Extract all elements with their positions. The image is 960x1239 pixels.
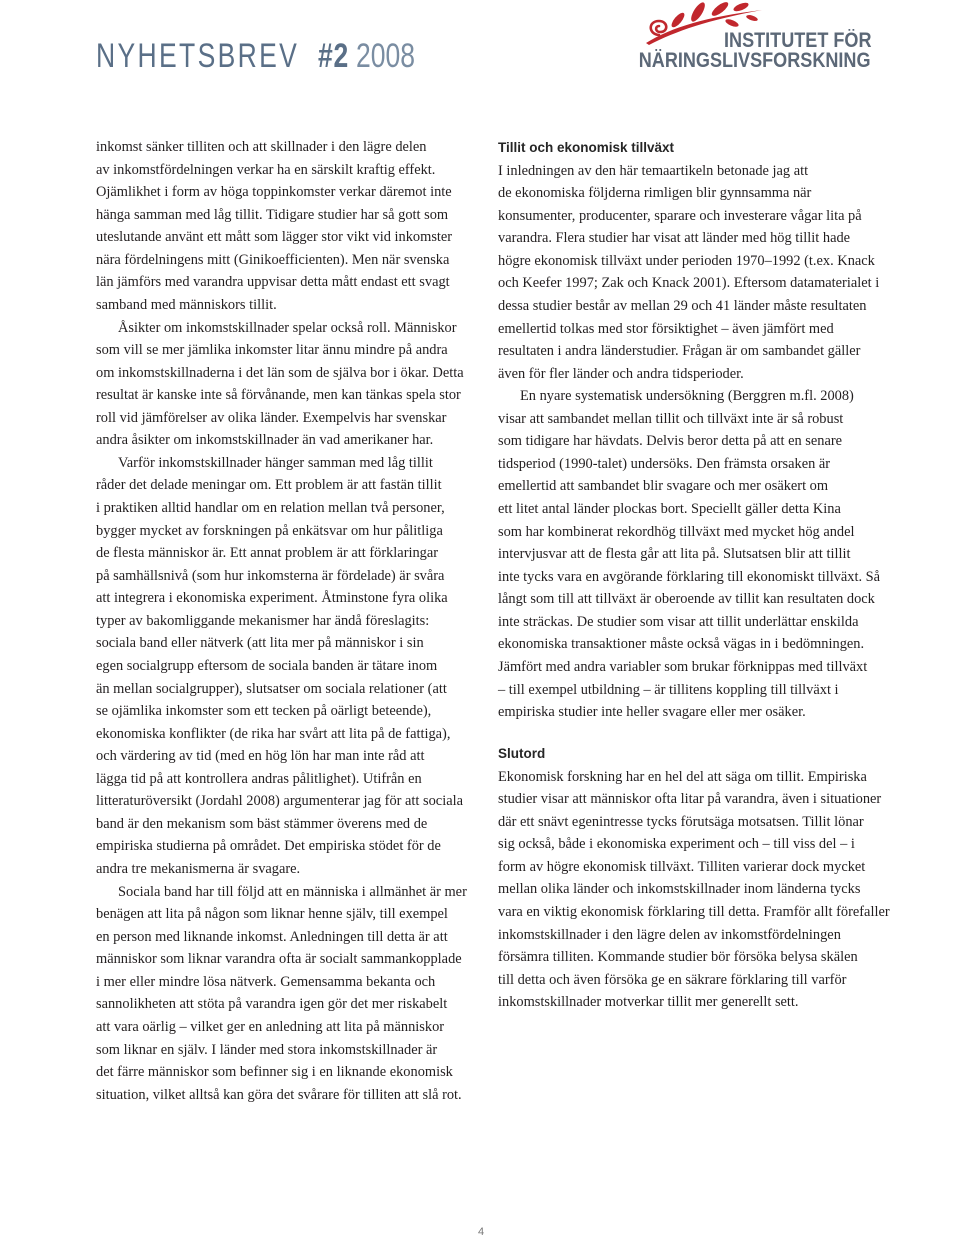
text-line: sig också, både i ekonomiska experiment och – till viss del – i — [498, 836, 855, 853]
text-line: människor som liknar varandra ofta är socialt sammankopplade — [96, 951, 462, 968]
text-line: dessa studier består av mellan 29 och 41 länder måste resultaten — [498, 297, 867, 314]
text-line: resultaten i andra länderstudier. Frågan är om sambandet gäller — [498, 343, 861, 360]
text-line: lägga tid på att kontrollera andras pålitlighet). Utifrån en — [96, 770, 422, 787]
text-line: visar att sambandet mellan tillit och tillväxt inte är så robust — [498, 410, 844, 427]
paragraph — [96, 452, 467, 881]
paragraph — [96, 881, 467, 1107]
text-line: typer av bakomliggande mekanismer har ändå föreslagits: — [96, 612, 430, 629]
text-line: varandra. Flera studier har visat att länder med hög tillit hade — [498, 230, 851, 247]
text-line: Jämfört med andra variabler som brukar förknippas med tillväxt — [498, 658, 868, 675]
text-line: En nyare systematisk undersökning (Berggren m.fl. 2008) — [520, 388, 854, 405]
text-line: emellertid att sambandet blir svagare och mer osäkert om — [498, 478, 829, 495]
text-line: tidsperiod (1990-talet) undersöks. Den främsta orsaken är — [498, 455, 831, 472]
text-line: sannolikheten att stöta på varandra igen gör det mer riskabelt — [96, 996, 448, 1013]
logo-text-line-1: INSTITUTET FÖR — [723, 29, 871, 52]
text-line: inkomstskillnader i den lägre delen av inkomstfördelningen — [498, 926, 841, 943]
text-line: intervjusvar att de flesta går att lita på. Slutsatsen blir att tillit — [498, 546, 851, 563]
page-number: 4 — [477, 1226, 485, 1238]
text-line: hänga samman med låg tillit. Tidigare studier har så gott som — [96, 206, 449, 223]
text-line: inkomst sänker tilliten och att skillnader i den lägre delen — [96, 139, 427, 155]
text-line: empiriska studierna på området. Det empiriska stödet för de — [96, 838, 441, 855]
article-section — [498, 137, 890, 724]
text-line: Ekonomisk forskning har en hel del att säga om tillit. Empiriska — [498, 768, 867, 785]
text-line: än mellan socialgrupper), slutsatser om sociala relationer (att — [96, 680, 447, 697]
section-heading: Tillit och ekonomisk tillväxt — [498, 140, 675, 155]
text-line: och värdering av tid (med en hög lön har man inte råd att — [96, 748, 425, 765]
text-line: Varför inkomstskillnader hänger samman med låg tillit — [118, 454, 433, 471]
text-line: emellertid tolkas med stor försiktighet – även jämfört med — [498, 320, 834, 337]
text-line: inkomstskillnader motverkar tillit mer generellt sett. — [498, 994, 799, 1011]
text-line: högre ekonomisk tillväxt under perioden 1970–1992 (t.ex. Knack — [498, 252, 875, 269]
text-line: bygger mycket av forskningen på enkätsvar om hur pålitliga — [96, 522, 443, 539]
right-column — [498, 137, 890, 1014]
section-heading: Slutord — [498, 746, 546, 762]
text-line: empiriska studier inte heller svagare eller mer osäker. — [498, 704, 806, 721]
text-line: Sociala band har till följd att en människa i allmänhet är mer — [118, 883, 467, 900]
text-line: försämra tilliten. Kommande studier bör försöka belysa skälen — [498, 949, 858, 966]
text-line: att vara oärlig – vilket ger en anledning att lita på människor — [96, 1018, 445, 1035]
paragraph — [498, 766, 890, 1014]
text-line: situation, vilket alltså kan göra det svårare för tilliten att slå rot. — [96, 1086, 462, 1103]
text-line: ett litet antal länder plockas bort. Speciellt gäller detta Kina — [498, 501, 841, 517]
text-line: råder det delade meningar om. Ett problem är att fastän tillit — [96, 477, 442, 494]
text-line: där ett snävt egenintresse tycks förutsäga motsatsen. Tillit lönar — [498, 813, 864, 830]
newsletter-title: NYHETSBREV — [96, 37, 300, 75]
text-line: andra tre mekanismerna är svagare. — [96, 861, 301, 877]
text-line: även för fler länder och andra tidsperioder. — [498, 365, 744, 382]
text-line: konsumenter, producenter, sparare och investerare vågar lita på — [498, 207, 862, 224]
text-line: band är den mekanism som bäst stämmer överens med de — [96, 815, 428, 832]
text-line: till detta och även försöka ge en säkrare förklaring till varför — [498, 971, 847, 988]
text-line: de flesta människor är. Ett annat problem är att förklaringar — [96, 545, 439, 562]
text-line: uteslutande använt ett mått som lägger stor vikt vid inkomster — [96, 229, 453, 246]
text-line: ekonomiska konflikter (de rika har svårt att lita på de fattiga), — [96, 725, 451, 742]
text-line: på samhällsnivå (som hur inkomsterna är fördelade) är svåra — [96, 567, 445, 584]
text-line: i praktiken alltid handlar om en relation mellan två personer, — [96, 500, 445, 516]
text-line: inte tycks vara en avgörande förklaring till ekonomiskt tillväxt. Så — [498, 568, 881, 585]
text-line: som tidigare har hävdats. Delvis beror detta på att en senare — [498, 433, 843, 450]
text-line: inte sträckas. De studier som visar att tillit underlättar enskilda — [498, 613, 859, 630]
text-line: vara en viktig ekonomisk förklaring till detta. Framför allt förefaller — [498, 903, 890, 920]
text-line: de ekonomiska följderna rimligen blir gynnsamma när — [498, 185, 812, 202]
text-line: form av högre ekonomisk tillväxt. Tilliten varierar dock mycket — [498, 858, 866, 875]
text-line: mellan olika länder och inkomstskillnader inom länderna tycks — [498, 881, 861, 898]
text-line: benägen att lita på någon som liknar henne själv, till exempel — [96, 906, 448, 923]
text-line: i mer eller mindre lösa nätverk. Gemensamma bekanta och — [96, 973, 436, 990]
text-line: roll vid jämförelser av olika länder. Exempelvis har svenskar — [96, 409, 447, 426]
text-line: andra åsikter om inkomstskillnader än vad amerikaner har. — [96, 432, 434, 449]
text-line: det färre människor som befinner sig i en liknande ekonomisk — [96, 1064, 453, 1081]
text-line: som liknar en själv. I länder med stora inkomstskillnader är — [96, 1041, 438, 1058]
text-line: och Keefer 1997; Zak och Knack 2001). Eftersom datamaterialet i — [498, 275, 880, 292]
text-line: län jämförs med varandra uppvisar detta mått endast ett svagt — [96, 274, 450, 291]
text-line: studier visar att människor ofta litar på varandra, även i situationer — [498, 791, 882, 808]
paragraph — [96, 317, 467, 452]
paragraph — [498, 160, 890, 386]
text-line: en person med liknande inkomst. Anledningen till detta är att — [96, 928, 448, 945]
text-line: se ojämlika inkomster som ett tecken på oärligt beteende), — [96, 703, 432, 720]
text-line: samband med människors tillit. — [96, 296, 277, 313]
article-section — [498, 743, 890, 1014]
issue-number: #2 — [318, 37, 350, 75]
text-line: ekonomiska transaktioner måste också vägas in i bedömningen. — [498, 636, 865, 653]
text-line: – till exempel utbildning – är tillitens koppling till tillväxt i — [498, 681, 839, 698]
text-line: nära fördelningens mitt (Ginikoefficienten). Men när svenska — [96, 251, 450, 268]
text-line: Ojämlikhet i form av höga toppinkomster verkar däremot inte — [96, 184, 452, 201]
text-line: resultat är kanske inte så förvånande, men kan tänkas spela stor — [96, 387, 461, 404]
paragraph — [96, 136, 467, 317]
text-line: I inledningen av den här temaartikeln betonade jag att — [498, 162, 809, 179]
logo-text-line-2: NÄRINGSLIVSFORSKNING — [639, 49, 871, 72]
text-line: sociala band eller nätverk (att lita mer på människor i sin — [96, 635, 424, 652]
paragraph — [498, 385, 890, 723]
left-column — [96, 136, 467, 1106]
text-line: som vill se mer jämlika inkomster litar ännu mindre på andra — [96, 342, 448, 359]
text-line: som har kombinerat rekordhög tillväxt med mycket hög andel — [498, 523, 855, 540]
issue-year: 2008 — [356, 37, 415, 75]
text-line: Åsikter om inkomstskillnader spelar också roll. Människor — [118, 319, 457, 336]
text-line: långt som till att tillväxt är oberoende av tillit kan resultaten dock — [498, 591, 875, 608]
text-line: litteraturöversikt (Jordahl 2008) argumenterar jag för att sociala — [96, 793, 463, 810]
text-line: om inkomstskillnaderna i det län som de själva bor i ökar. Detta — [96, 364, 464, 381]
text-line: av inkomstfördelningen verkar ha en särskilt kraftig effekt. — [96, 161, 436, 178]
text-line: att integrera i ekonomiska experiment. Åtminstone fyra olika — [96, 590, 448, 607]
text-line: egen socialgrupp eftersom de sociala banden är tätare inom — [96, 657, 438, 674]
